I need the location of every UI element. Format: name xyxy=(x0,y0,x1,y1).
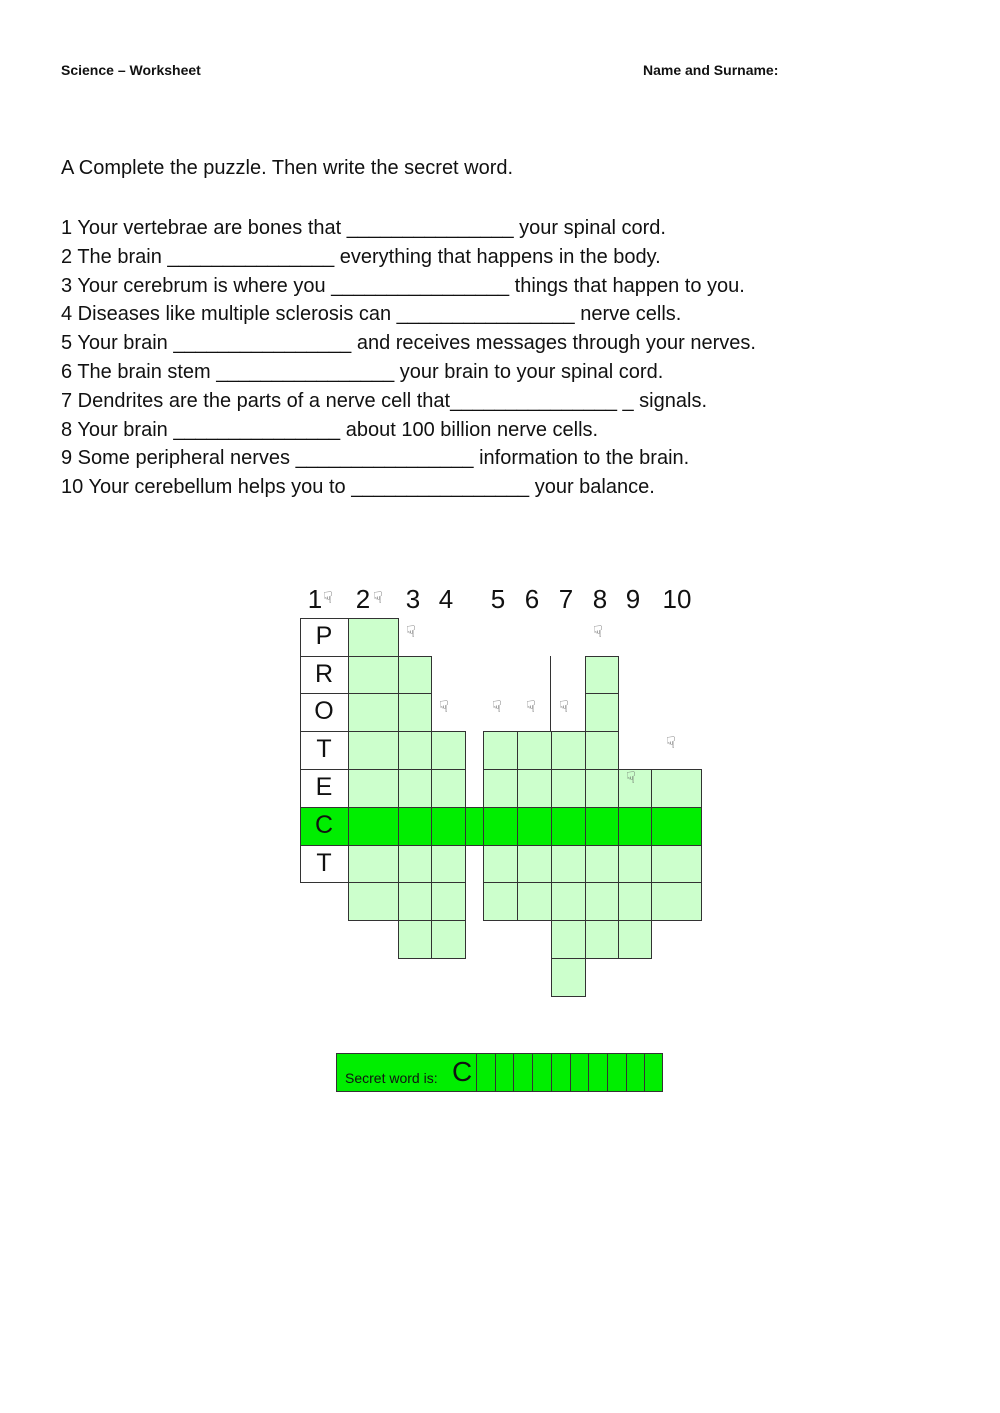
column-number: 3 xyxy=(405,584,421,614)
pointing-hand-down-icon: ☟ xyxy=(626,770,636,787)
puzzle-letter: T xyxy=(316,735,332,763)
puzzle-cell xyxy=(517,882,552,921)
puzzle-cell xyxy=(585,807,619,846)
puzzle-cell xyxy=(431,807,466,846)
secret-letter-divider xyxy=(551,1054,552,1091)
puzzle-cell xyxy=(551,845,586,883)
column-number: 7 xyxy=(558,584,574,614)
puzzle-cell xyxy=(585,920,619,959)
secret-word-first-letter: C xyxy=(452,1056,473,1087)
puzzle-cell xyxy=(431,731,466,770)
puzzle-cell xyxy=(483,731,518,770)
secret-letter-divider xyxy=(495,1054,496,1091)
secret-letter-divider xyxy=(626,1054,627,1091)
question-item: 1 Your vertebrae are bones that _______________ your spinal cord. xyxy=(61,217,666,239)
puzzle-cell xyxy=(398,656,432,694)
column-number: 1 xyxy=(307,584,323,614)
puzzle-cell xyxy=(651,807,702,846)
pointing-hand-down-icon: ☟ xyxy=(593,624,603,641)
puzzle-cell xyxy=(585,656,619,694)
secret-letter-divider xyxy=(476,1054,477,1091)
puzzle-cell xyxy=(517,807,552,846)
puzzle-cell xyxy=(348,731,399,770)
column-number: 5 xyxy=(490,584,506,614)
name-surname-label: Name and Surname: xyxy=(643,62,779,78)
pointing-hand-down-icon: ☟ xyxy=(406,624,416,641)
secret-letter-divider xyxy=(513,1054,514,1091)
pointing-hand-down-icon: ☟ xyxy=(373,590,383,607)
puzzle-cell xyxy=(398,882,432,921)
puzzle-cell xyxy=(551,958,586,997)
puzzle-cell xyxy=(585,731,619,770)
question-item: 9 Some peripheral nerves ________________ information to the brain. xyxy=(61,447,690,470)
question-item: 5 Your brain ________________ and receives messages through your nerves. xyxy=(61,332,756,355)
puzzle-cell xyxy=(348,769,399,808)
puzzle-cell xyxy=(431,882,466,921)
puzzle-cell xyxy=(585,769,619,808)
puzzle-cell xyxy=(348,693,399,732)
puzzle-cell xyxy=(483,769,518,808)
puzzle-cell xyxy=(585,693,619,732)
column-number: 10 xyxy=(662,584,692,614)
pointing-hand-down-icon: ☟ xyxy=(492,699,502,716)
puzzle-cell xyxy=(431,769,466,808)
pointing-hand-down-icon: ☟ xyxy=(323,590,333,607)
instruction: A Complete the puzzle. Then write the secret word. xyxy=(61,157,514,179)
column-number: 4 xyxy=(438,584,454,614)
puzzle-cell xyxy=(551,731,586,770)
puzzle-letter: T xyxy=(316,849,332,877)
question-item: 8 Your brain _______________ about 100 billion nerve cells. xyxy=(61,418,599,441)
puzzle-cell xyxy=(483,882,518,921)
puzzle-cell xyxy=(618,882,652,921)
question-item: 10 Your cerebellum helps you to ________________ your balance. xyxy=(61,476,655,499)
secret-word-box xyxy=(336,1053,663,1092)
column-number: 6 xyxy=(524,584,540,614)
puzzle-cell xyxy=(551,769,586,808)
puzzle-cell xyxy=(618,920,652,959)
puzzle-letter: O xyxy=(314,697,334,725)
puzzle-cell xyxy=(651,882,702,921)
puzzle-cell-gap xyxy=(465,807,484,846)
puzzle-cell xyxy=(398,731,432,770)
puzzle-cell xyxy=(398,845,432,883)
puzzle-cell xyxy=(517,731,552,770)
puzzle-cell xyxy=(517,769,552,808)
secret-letter-divider xyxy=(570,1054,571,1091)
puzzle-cell xyxy=(348,845,399,883)
pointing-hand-down-icon: ☟ xyxy=(439,699,449,716)
question-item: 3 Your cerebrum is where you ________________ things that happen to you. xyxy=(61,274,745,297)
secret-letter-divider xyxy=(644,1054,645,1091)
question-list xyxy=(61,214,756,502)
puzzle-cell xyxy=(551,882,586,921)
column-number: 9 xyxy=(625,584,641,614)
secret-word-label: Secret word is: xyxy=(345,1070,438,1086)
secret-letter-divider xyxy=(588,1054,589,1091)
puzzle-cell xyxy=(517,845,552,883)
puzzle-cell xyxy=(618,845,652,883)
puzzle-cell xyxy=(651,769,702,808)
puzzle-letter: C xyxy=(314,811,334,839)
worksheet-title: Science – Worksheet xyxy=(61,62,201,78)
question-item: 4 Diseases like multiple sclerosis can ________________ nerve cells. xyxy=(61,303,682,326)
column-number: 8 xyxy=(592,584,608,614)
puzzle-cell xyxy=(348,882,399,921)
puzzle-cell xyxy=(431,920,466,959)
puzzle-cell xyxy=(551,920,586,959)
puzzle-cell xyxy=(398,693,432,732)
puzzle-cell xyxy=(483,807,518,846)
secret-letter-divider xyxy=(532,1054,533,1091)
puzzle-cell xyxy=(585,845,619,883)
puzzle-cell xyxy=(551,807,586,846)
puzzle-letter: R xyxy=(314,660,334,688)
puzzle-cell xyxy=(651,845,702,883)
puzzle-cell xyxy=(618,807,652,846)
pointing-hand-down-icon: ☟ xyxy=(559,699,569,716)
puzzle-cell xyxy=(398,769,432,808)
puzzle-cell xyxy=(348,656,399,694)
pointing-hand-down-icon: ☟ xyxy=(666,735,676,752)
pointing-hand-down-icon: ☟ xyxy=(526,699,536,716)
secret-letter-divider xyxy=(607,1054,608,1091)
puzzle-cell xyxy=(398,920,432,959)
puzzle-letter: E xyxy=(315,773,333,801)
puzzle-cell xyxy=(348,618,399,657)
puzzle-divider xyxy=(550,656,551,731)
question-item: 2 The brain _______________ everything that happens in the body. xyxy=(61,245,661,268)
question-item: 7 Dendrites are the parts of a nerve cell that_______________ _ signals. xyxy=(61,389,707,412)
puzzle-cell xyxy=(585,882,619,921)
puzzle-cell xyxy=(348,807,399,846)
puzzle-cell xyxy=(483,845,518,883)
puzzle-letter: P xyxy=(315,622,333,650)
puzzle-cell xyxy=(431,845,466,883)
column-number: 2 xyxy=(355,584,371,614)
puzzle-cell xyxy=(398,807,432,846)
question-item: 6 The brain stem ________________ your brain to your spinal cord. xyxy=(61,360,664,383)
